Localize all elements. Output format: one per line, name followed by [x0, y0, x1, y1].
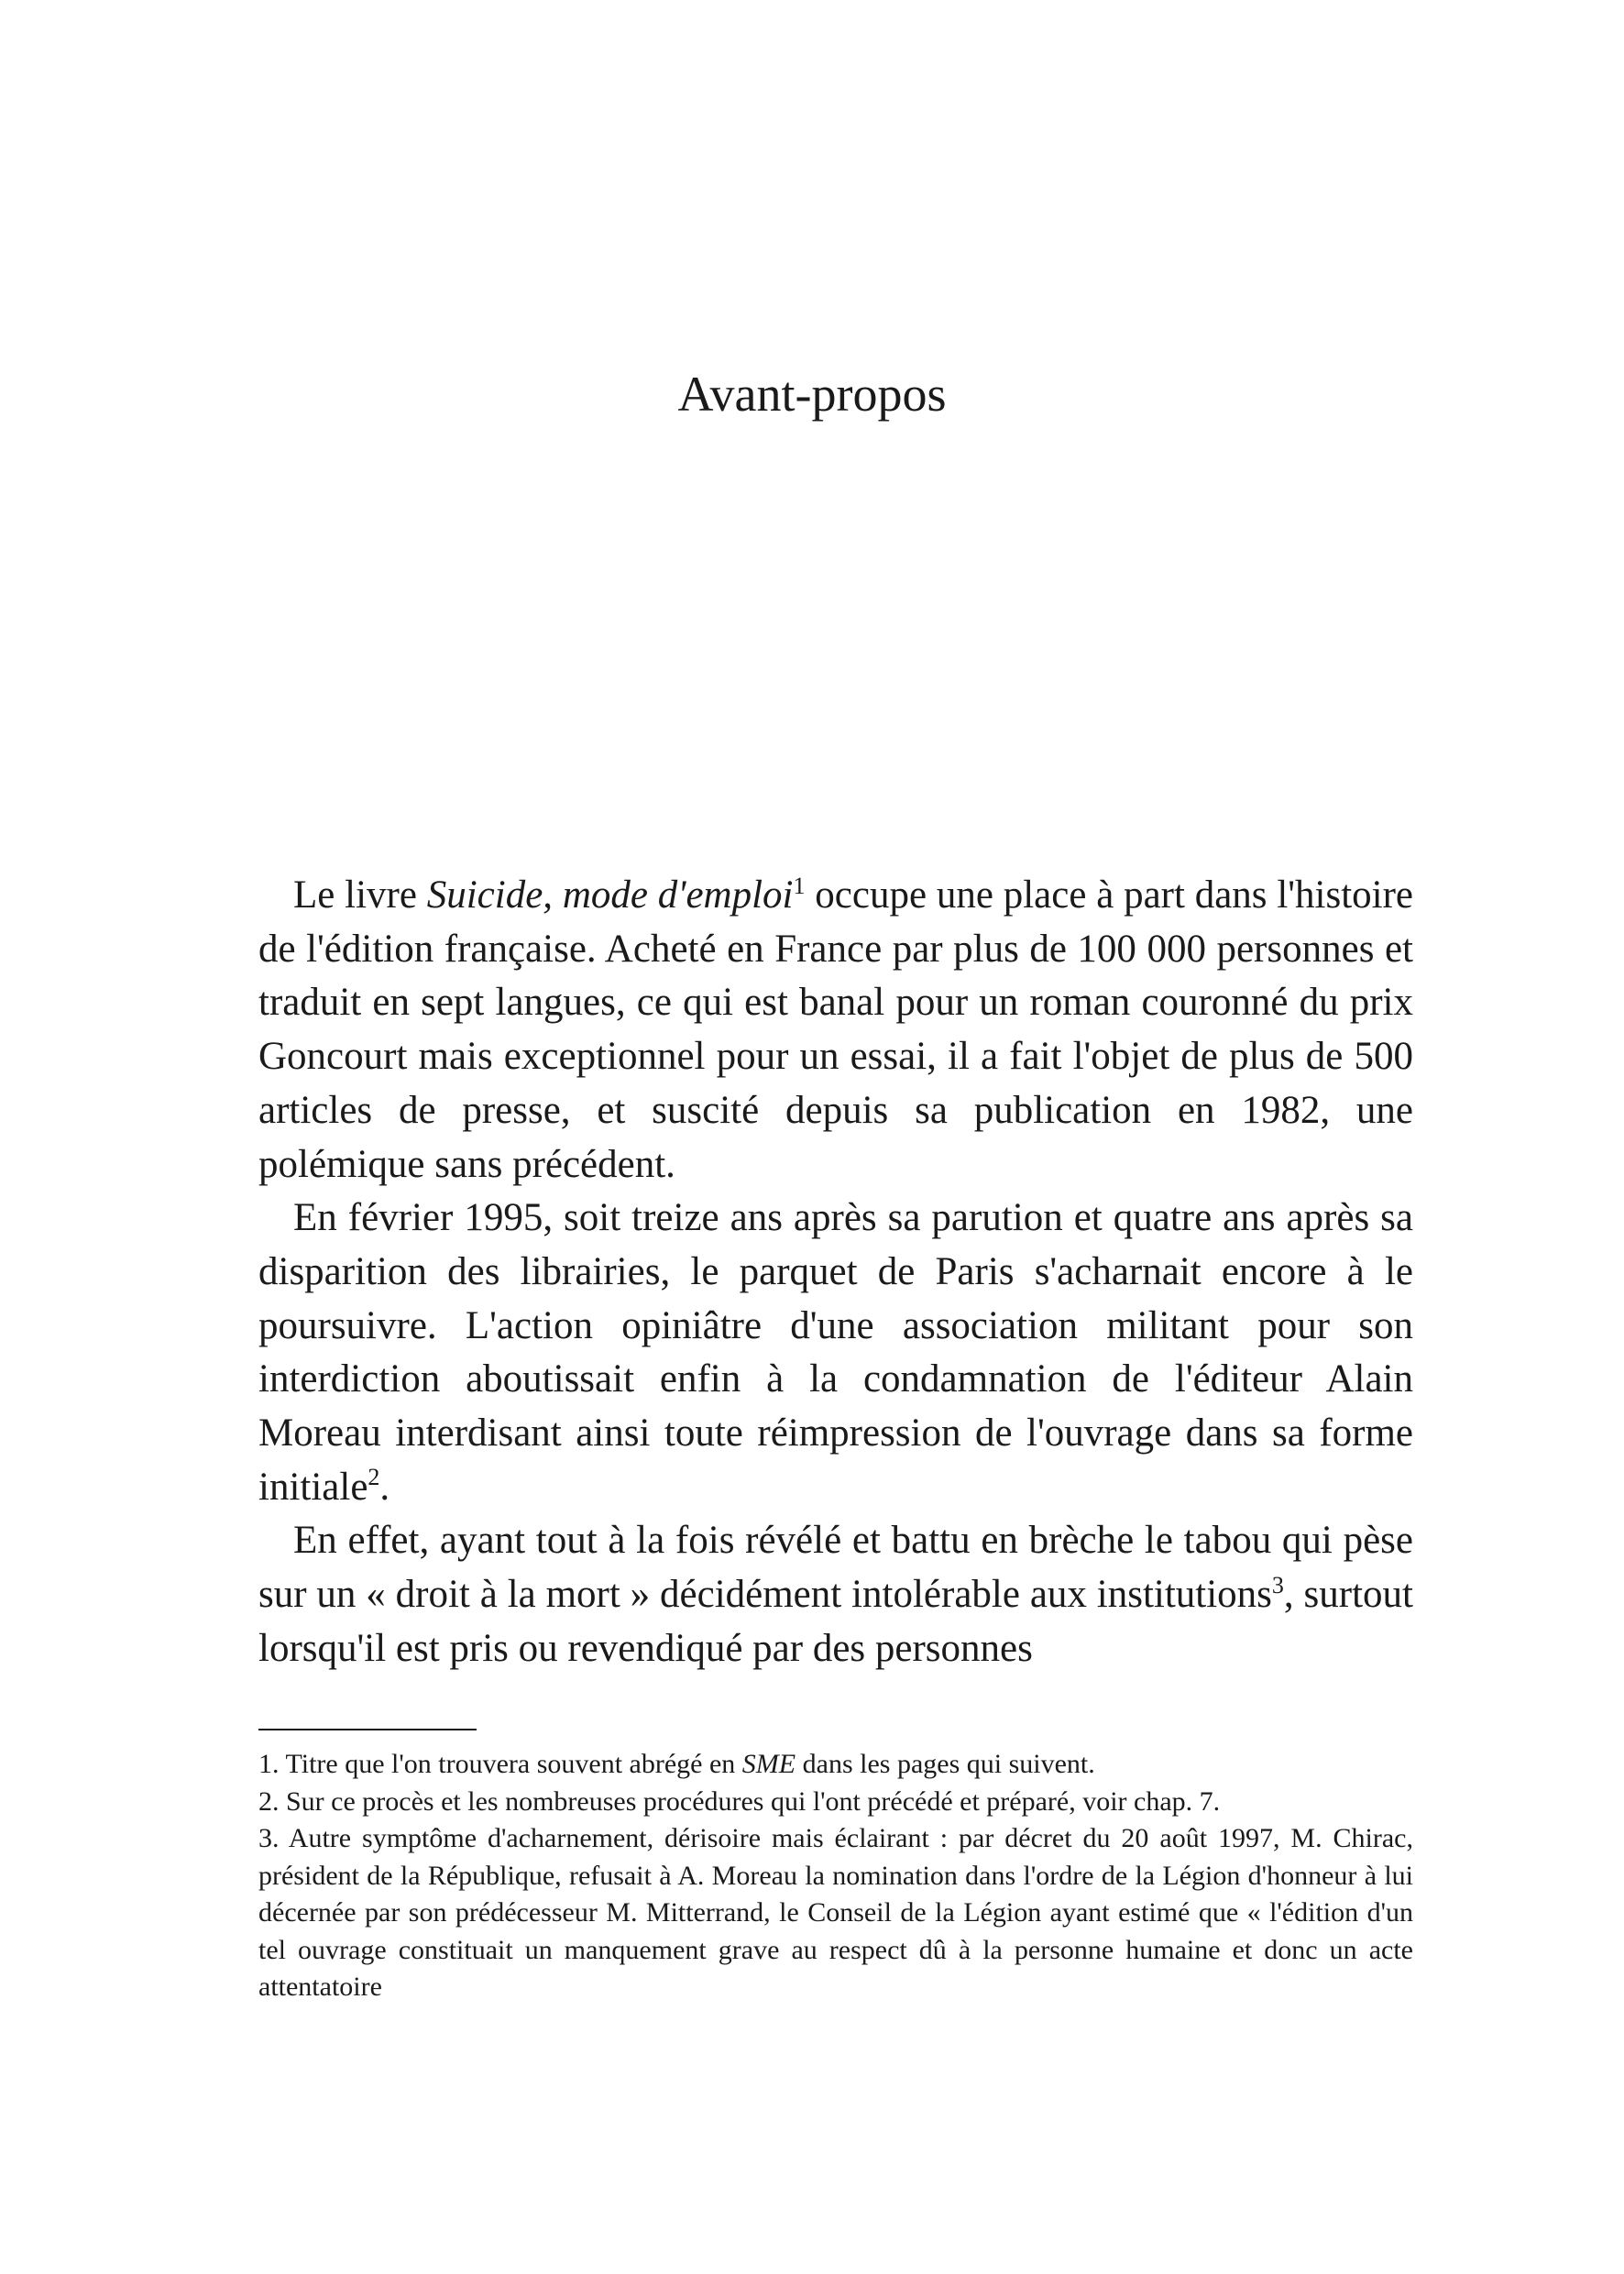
chapter-title: Avant-propos: [677, 367, 947, 422]
footnote-text: Autre symptôme d'acharnement, dérisoire mais éclairant : par décret du 20 août 1997, M. Chirac, président de la République, refusait à A. Moreau la nomination dans l'ordre de la Légion d'honneur à lui décernée par son prédécesseur M. Mitterrand, le Conseil de la Légion ayant estimé que « l'édition d'un tel ouvrage constituait un manquement grave au respect dû à la personne humaine et donc un acte attentatoire: [258, 1823, 1413, 2002]
footnote-emphasis: SME: [741, 1749, 796, 1779]
footnote: [258, 1746, 1413, 1784]
footnote-reference: 1: [793, 872, 806, 899]
footnotes: [258, 1746, 1413, 2006]
main-text: [258, 869, 1413, 1676]
paragraph: [258, 1192, 1413, 1514]
footnote-number: 1.: [258, 1749, 280, 1779]
footnote: [258, 1820, 1413, 2006]
footnote-text: Sur ce procès et les nombreuses procédures qui l'ont précédé et préparé, voir chap. 7.: [286, 1785, 1221, 1817]
footnote-text: dans les pages qui suivent.: [796, 1749, 1095, 1779]
footnote-reference: 3: [1271, 1571, 1284, 1598]
paragraph-text: Le livre: [293, 873, 427, 917]
paragraph-text: , surtout lorsqu'il est pris ou revendiqué par des personnes: [258, 1573, 1413, 1670]
paragraph: [258, 869, 1413, 1192]
paragraph: [258, 1514, 1413, 1675]
paragraph-text: En février 1995, soit treize ans après sa parution et quatre ans après sa disparition des librairies, le parquet de Paris s'acharnait encore à le poursuivre. L'action opiniâtre d'une association militant pour son interdiction aboutissait enfin à la condamnation de l'éditeur Alain Moreau interdisant ainsi toute réimpression de l'ouvrage dans sa forme initiale: [258, 1196, 1413, 1509]
paragraph-text: En effet, ayant tout à la fois révélé et battu en brèche le tabou qui pèse sur un « droit à la mort » décidément intolérable aux institutions: [258, 1519, 1413, 1617]
footnote-number: 2.: [258, 1785, 280, 1817]
book-title-emphasis: Suicide, mode d'emploi: [426, 873, 794, 917]
paragraph-text: .: [379, 1465, 390, 1509]
footnote-number: 3.: [258, 1823, 280, 1853]
footnote: [258, 1784, 1413, 1821]
footnote-text: Titre que l'on trouvera souvent abrégé en: [285, 1749, 742, 1779]
paragraph-text: occupe une place à part dans l'histoire de l'édition française. Acheté en France par plus de 100 000 personnes et traduit en sept langues, ce qui est banal pour un roman couronné du prix Goncourt mais exceptionnel pour un essai, il a fait l'objet de plus de 500 articles de presse, et suscité depuis sa publication en 1982, une polémique sans précédent.: [258, 873, 1413, 1186]
footnote-separator: [258, 1729, 477, 1730]
footnote-reference: 2: [368, 1464, 380, 1491]
